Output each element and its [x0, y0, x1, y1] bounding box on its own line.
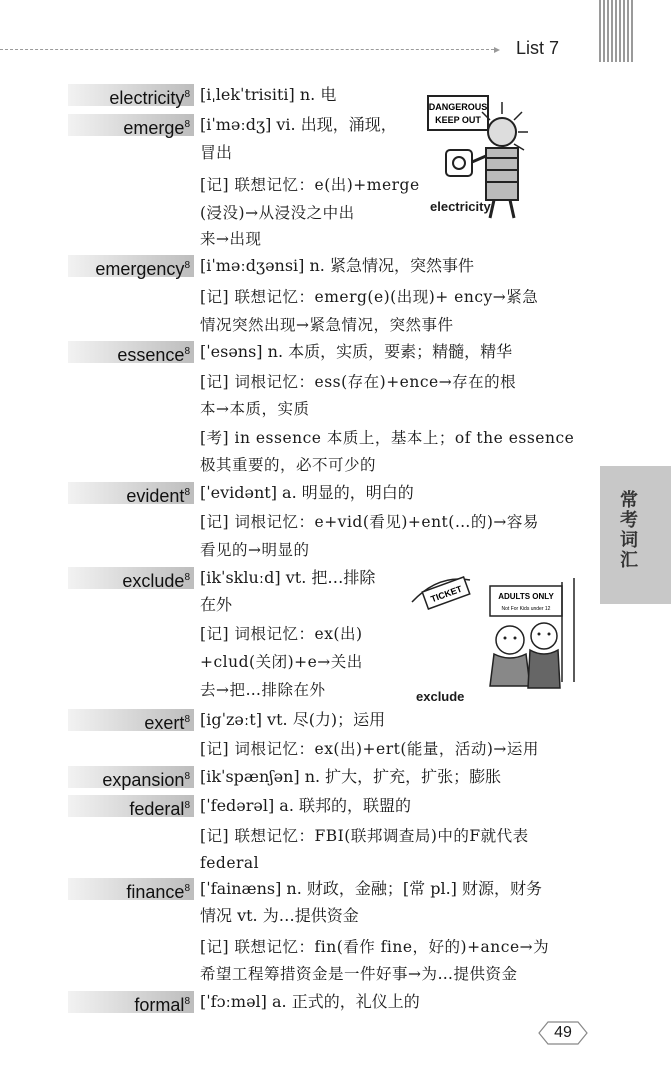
exam-note-cont: 极其重要的，必不可少的: [200, 456, 377, 474]
definition: [iˈməːdʒ] vi. 出现，涌现，: [200, 115, 397, 134]
definition: [ikˈspænʃən] n. 扩大，扩充，扩张；膨胀: [200, 767, 502, 786]
definition: [ˈfɔːməl] a. 正式的，礼仪上的: [200, 992, 420, 1011]
memory-note: [记] 联想记忆：emerg(e)(出现)+ ency→紧急: [200, 288, 539, 306]
definition: [iˈməːdʒənsi] n. 紧急情况，突然事件: [200, 256, 474, 275]
headword: emerge$^8$: [68, 114, 194, 136]
svg-text:TICKET: TICKET: [429, 583, 464, 605]
side-tab-label: 常考词汇: [617, 490, 638, 570]
memory-note-cont: 去→把…排除在外: [200, 681, 326, 699]
exclude-illustration: [408, 572, 588, 704]
headword: federal$^8$: [68, 795, 194, 817]
svg-text:Not For Kids under 12: Not For Kids under 12: [501, 606, 551, 612]
headword: electricity$^8$: [68, 84, 194, 106]
header-rule: [0, 49, 494, 50]
memory-note: [记] 词根记忆：e+vid(看见)+ent(…的)→容易: [200, 513, 539, 531]
list-label: List 7: [516, 38, 560, 58]
definition: [ikˈskluːd] vt. 把…排除: [200, 568, 376, 587]
exam-note: [考] in essence 本质上，基本上；of the essence: [200, 429, 575, 447]
exclude-caption: exclude: [416, 689, 465, 704]
memory-note-cont: 情况突然出现→紧急情况，突然事件: [200, 316, 454, 334]
definition: [ˈesəns] n. 本质，实质，要素；精髓，精华: [200, 342, 513, 361]
headword: formal$^8$: [68, 991, 194, 1013]
memory-note: [记] 联想记忆：FBI(联邦调查局)中的F就代表: [200, 827, 529, 845]
memory-note-cont: (浸没)→从浸没之中出: [200, 204, 355, 222]
headword: essence$^8$: [68, 341, 194, 363]
memory-note-cont: 来→出现: [200, 230, 262, 248]
memory-note: [记] 词根记忆：ess(存在)+ence→存在的根: [200, 373, 517, 391]
svg-text:KEEP OUT: KEEP OUT: [435, 115, 481, 125]
headword: expansion$^8$: [68, 766, 194, 788]
memory-note-cont: 希望工程筹措资金是一件好事→为…提供资金: [200, 965, 518, 983]
header-stripes-decoration: [599, 0, 633, 62]
definition: [ˈfainæns] n. 财政，金融；[常 pl.] 财源，财务: [200, 879, 542, 898]
memory-note: [记] 联想记忆：fin(看作 fine，好的)+ance→为: [200, 938, 550, 956]
headword: finance$^8$: [68, 878, 194, 900]
definition-cont: 冒出: [200, 143, 233, 162]
definition: [ˈevidənt] a. 明显的，明白的: [200, 483, 414, 502]
svg-text:DANGEROUS: DANGEROUS: [428, 102, 488, 112]
svg-text:ADULTS ONLY: ADULTS ONLY: [498, 592, 554, 601]
definition-cont: 在外: [200, 595, 233, 614]
definition: [iˌlekˈtrisiti] n. 电: [200, 85, 337, 104]
memory-note-cont: +clud(关闭)+e→关出: [200, 653, 363, 671]
definition: [ˈfedərəl] a. 联邦的，联盟的: [200, 796, 412, 815]
memory-note: [记] 词根记忆：ex(出)+ert(能量，活动)→运用: [200, 740, 539, 758]
memory-note: [记] 联想记忆：e(出)+merge: [200, 176, 420, 194]
electricity-caption: electricity: [430, 199, 491, 214]
definition: [igˈzəːt] vt. 尽(力)；运用: [200, 710, 386, 729]
headword: exclude$^8$: [68, 567, 194, 589]
headword: exert$^8$: [68, 709, 194, 731]
memory-note-cont: federal: [200, 854, 260, 872]
definition-cont: 情况 vt. 为…提供资金: [200, 906, 359, 925]
memory-note-cont: 看见的→明显的: [200, 541, 310, 559]
page-number: 49: [538, 1020, 588, 1046]
headword: emergency$^8$: [68, 255, 194, 277]
memory-note: [记] 词根记忆：ex(出): [200, 625, 363, 643]
memory-note-cont: 本→本质，实质: [200, 400, 310, 418]
headword: evident$^8$: [68, 482, 194, 504]
